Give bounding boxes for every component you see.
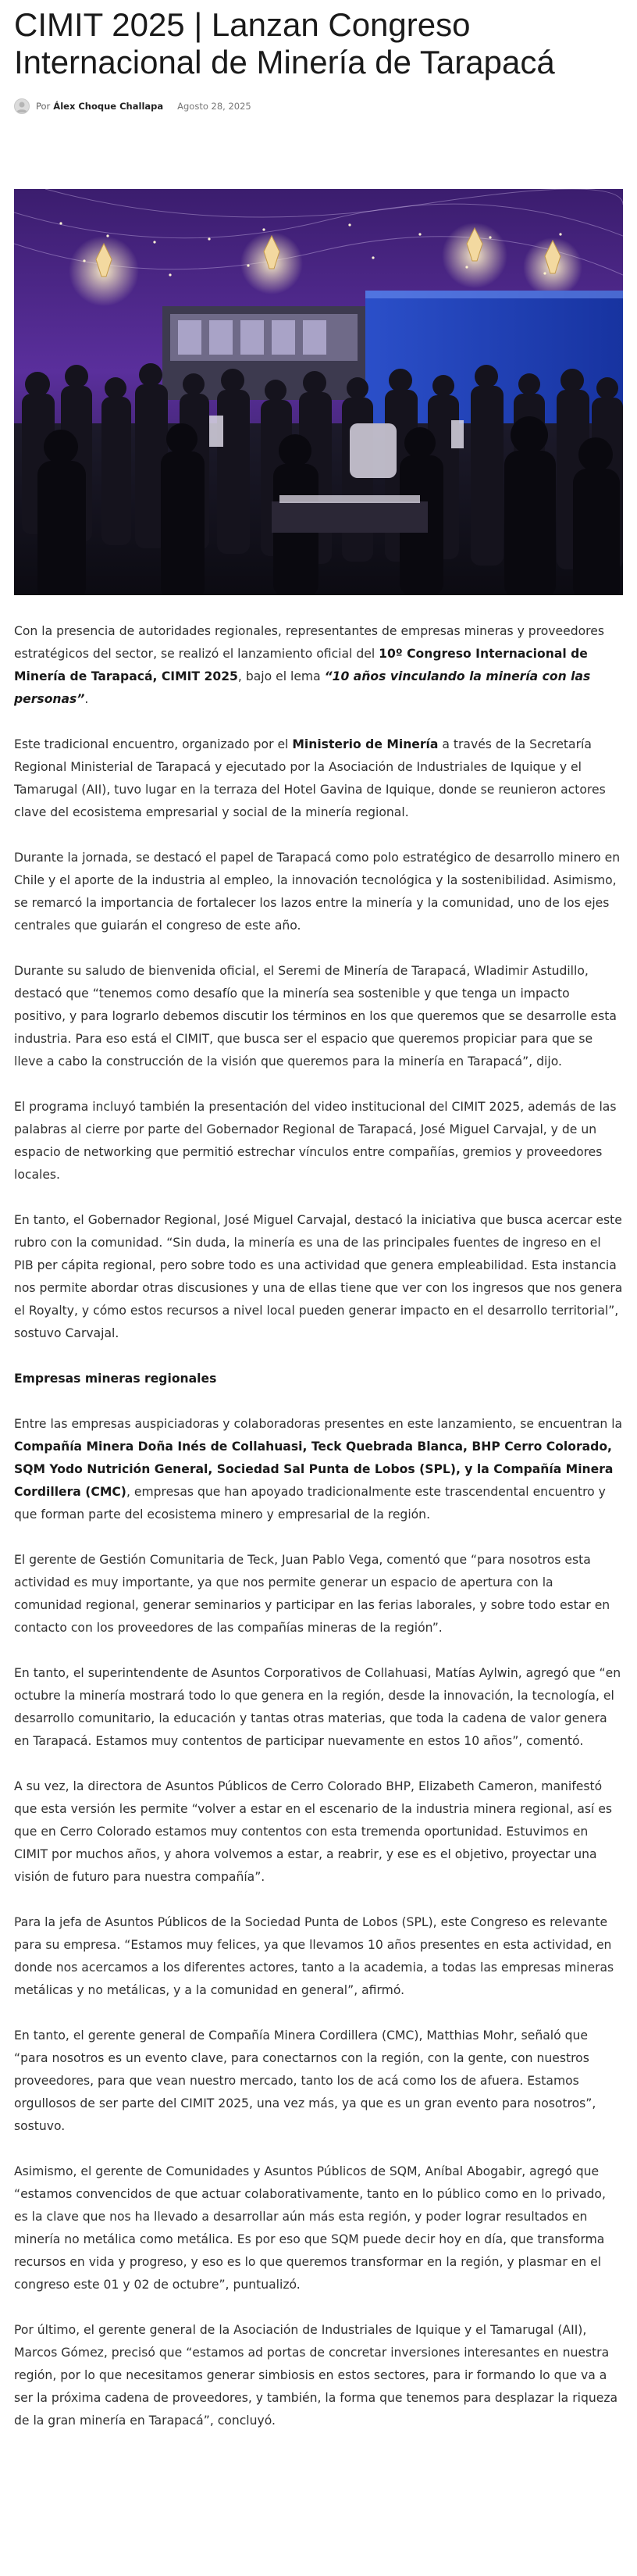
paragraph: Durante su saludo de bienvenida oficial, el Seremi de Minería de Tarapacá, Wladimir Astudillo, destacó que “tenemos como desafío que la minería sea sostenible y que tenga un impacto positivo, y para lograrlo debemos discutir los términos en los que queremos que se desarrolle esta industria. Para eso está el CIMIT, que busca ser el espacio que queremos propiciar para que se lleve a cabo la construcción de la visión que queremos para la minería en Tarapacá”, dijo. [14, 964, 617, 1069]
event-photo [14, 189, 623, 595]
hero-image [14, 189, 623, 595]
paragraph: Durante la jornada, se destacó el papel de Tarapacá como polo estratégico de desarrollo minero en Chile y el aporte de la industria al empleo, la innovación tecnológica y la sostenibilidad. Asimismo, se remarcó la importancia de fortalecer los lazos entre la minería y la comunidad, uno de los ejes centrales que guiarán el congreso de este año. [14, 851, 621, 933]
paragraph: A su vez, la directora de Asuntos Públicos de Cerro Colorado BHP, Elizabeth Cameron, manifestó que esta versión les permite “volver a estar en el escenario de la industria minera regional, así es que en Cerro Colorado estamos muy contentos con esta tremenda oportunidad. Estuvimos en CIMIT por muchos años, y ahora volvemos a estar, a reabrir, y ese es el objetivo, proyectar una visión de futuro para nuestra compañía”. [14, 1779, 613, 1884]
paragraph: En tanto, el gerente general de Compañía Minera Cordillera (CMC), Matthias Mohr, señaló que “para nosotros es un evento clave, para conectarnos con la región, con la gente, con nuestros proveedores, para que vean nuestro mercado, tanto los de acá como los de afuera. Estamos orgullosos de ser parte del CIMIT 2025, una vez más, ya que es un gran evento para nosotros”, sostuvo. [14, 2028, 596, 2133]
section-heading: Empresas mineras regionales [14, 1372, 217, 1386]
paragraph: En tanto, el Gobernador Regional, José Miguel Carvajal, destacó la iniciativa que busca acercar este rubro con la comunidad. “Sin duda, la minería es una de las principales fuentes de ingreso en el PIB per cápita regional, pero sobre todo es una actividad que genera empleabilidad. Esta instancia nos permite abordar otras discusiones y una de ellas tiene que ver con los ingresos que nos genera el Royalty, y cómo estos recursos a nivel local pueden generar impacto en el desarrollo territorial”, sostuvo Carvajal. [14, 1213, 623, 1340]
paragraph: En tanto, el superintendente de Asuntos Corporativos de Collahuasi, Matías Aylwin, agregó que “en octubre la minería mostrará todo lo que genera en la región, desde la innovación, la tecnología, el desarrollo comunitario, la educación y tantas otras materias, que toda la cadena de valor genera en Tarapacá. Estamos muy contentos de participar nuevamente en estos 10 años”, comentó. [14, 1666, 621, 1748]
article-title: CIMIT 2025 | Lanzan Congreso Internacional de Minería de Tarapacá [14, 6, 555, 80]
article-meta [14, 97, 623, 116]
paragraph: Este tradicional encuentro, organizado por el Ministerio de Minería a través de la Secretaría Regional Ministerial de Tarapacá y ejecutado por la Asociación de Industriales de Iquique y el Tamarugal (AII), tuvo lugar en la terraza del Hotel Gavina de Iquique, donde se reunieron actores clave del ecosistema empresarial y social de la minería regional. [14, 737, 606, 819]
paragraph: Por último, el gerente general de la Asociación de Industriales de Iquique y el Tamarugal (AII), Marcos Gómez, precisó que “estamos ad portas de concretar inversiones interesantes en nuestra región, por lo que necesitamos generar simbiosis en estos sectores, para ir formando lo que va a ser la próxima cadena de proveedores, y también, la forma que tenemos para desplazar la riqueza de la gran minería en Tarapacá”, concluyó. [14, 2323, 618, 2428]
byline-prefix: Por [36, 101, 51, 112]
author-link[interactable]: Álex Choque Challapa [53, 101, 164, 112]
user-icon [15, 99, 29, 113]
paragraph: Para la jefa de Asuntos Públicos de la Sociedad Punta de Lobos (SPL), este Congreso es relevante para su empresa. “Estamos muy felices, ya que llevamos 10 años presentes en esta actividad, en donde nos acercamos a los diferentes actores, tanto a la academia, a todas las empresas mineras metálicas y no metálicas, y a la comunidad en general”, afirmó. [14, 1915, 614, 1997]
paragraph: Asimismo, el gerente de Comunidades y Asuntos Públicos de SQM, Aníbal Abogabir, agregó que “estamos convencidos de que actuar colaborativamente, tanto en lo público como en lo privado, es la clave que nos ha llevado a desarrollar aún más esta región, y poder lograr resultados en minería no metálica como metálica. Es por eso que SQM puede decir hoy en día, que transforma recursos en vida y progreso, y eso es lo que queremos transformar en la región, y plasmar en el congreso este 01 y 02 de octubre”, puntualizó. [14, 2164, 606, 2292]
paragraph: Con la presencia de autoridades regionales, representantes de empresas mineras y proveedores estratégicos del sector, se realizó el lanzamiento oficial del 10º Congreso Internacional de Minería de Tarapacá, CIMIT 2025, bajo el lema “10 años vinculando la minería con las personas”. [14, 624, 604, 706]
paragraph: El programa incluyó también la presentación del video institucional del CIMIT 2025, además de las palabras al cierre por parte del Gobernador Regional de Tarapacá, José Miguel Carvajal, y de un espacio de networking que permitió estrechar vínculos entre compañías, gremios y proveedores locales. [14, 1100, 617, 1182]
article-body [14, 620, 623, 2432]
publish-date: Agosto 28, 2025 [177, 101, 251, 112]
paragraph: El gerente de Gestión Comunitaria de Teck, Juan Pablo Vega, comentó que “para nosotros esta actividad es muy importante, ya que nos permite generar un espacio de apertura con la comunidad regional, generar seminarios y participar en las ferias laborales, y sobre todo estar en contacto con los proveedores de las compañías mineras de la región”. [14, 1553, 610, 1635]
author-avatar[interactable] [14, 98, 30, 114]
paragraph: Entre las empresas auspiciadoras y colaboradoras presentes en este lanzamiento, se encuentran la Compañía Minera Doña Inés de Collahuasi, Teck Quebrada Blanca, BHP Cerro Colorado, SQM Yodo Nutrición General, Sociedad Sal Punta de Lobos (SPL), y la Compañía Minera Cordillera (CMC), empresas que han apoyado tradicionalmente este trascendental encuentro y que forman parte del ecosistema minero y empresarial de la región. [14, 1417, 623, 1522]
